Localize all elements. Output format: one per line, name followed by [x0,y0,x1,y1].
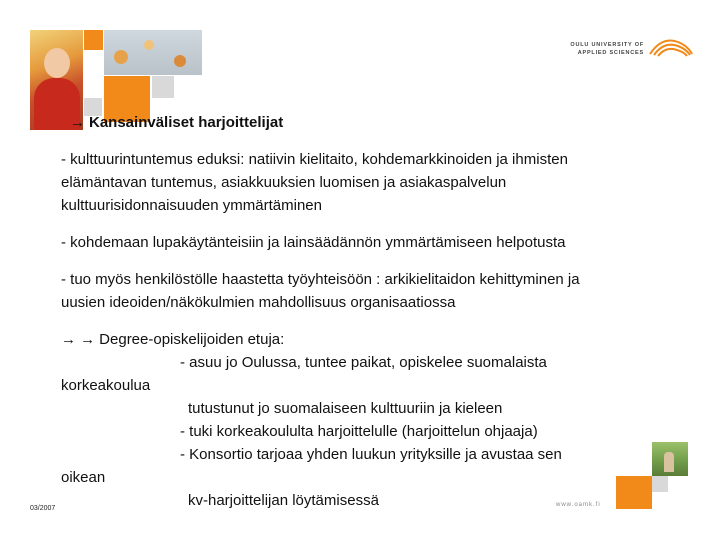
bullet1-line3: kulttuurisidonnaisuuden ymmärtäminen [61,197,322,214]
autumn-leaves-photo [104,30,202,75]
degree-line3: tutustunut jo suomalaiseen kulttuuriin ja kieleen [188,400,503,417]
degree-line5: - Konsortio tarjoaa yhden luukun yrityksille ja avustaa sen [180,446,562,463]
arrow-right-icon: → [70,114,85,131]
slide-heading [70,114,283,132]
logo-line2: APPLIED SCIENCES [577,50,644,56]
degree-heading [61,331,284,349]
degree-heading-text: Degree-opiskelijoiden etuja: [99,331,285,348]
footer-url: www.oamk.fi [556,502,601,508]
decor-square-gray [152,76,174,98]
bullet1-line1: - kulttuurintuntemus eduksi: natiivin kielitaito, kohdemarkkinoiden ja ihmisten [61,151,568,168]
degree-line6: oikean [61,469,106,486]
decor-square-orange-top [84,30,103,50]
degree-line2: korkeakoulua [61,377,151,394]
decor-square-orange-bottom [616,476,652,509]
bullet2: - kohdemaan lupakäytänteisiin ja lainsäädännön ymmärtämiseen helpotusta [61,234,566,251]
bullet3-line2: uusien ideoiden/näkökulmien mahdollisuus organisaatiossa [61,294,456,311]
oamk-wave-logo-icon [648,34,694,58]
footer-date: 03/2007 [30,505,56,512]
logo-line1: OULU UNIVERSITY OF [570,42,644,48]
bullet1-line2: elämäntavan tuntemus, asiakkuuksien luomisen ja asiakaspalvelun [61,174,507,191]
degree-line1: - asuu jo Oulussa, tuntee paikat, opiskelee suomalaista [180,354,547,371]
degree-line7: kv-harjoittelijan löytämisessä [188,492,379,509]
bullet3-line1: - tuo myös henkilöstölle haastetta työyhteisöön : arkikielitaidon kehittyminen ja [61,271,580,288]
degree-line4: - tuki korkeakoululta harjoittelulle (harjoittelun ohjaaja) [180,423,538,440]
decor-square-gray-bottom [652,476,668,492]
double-arrow-right-icon: → → [61,331,96,348]
heading-text: Kansainväliset harjoittelijat [89,114,284,131]
students-photo [652,442,688,476]
logo-text [566,41,644,57]
